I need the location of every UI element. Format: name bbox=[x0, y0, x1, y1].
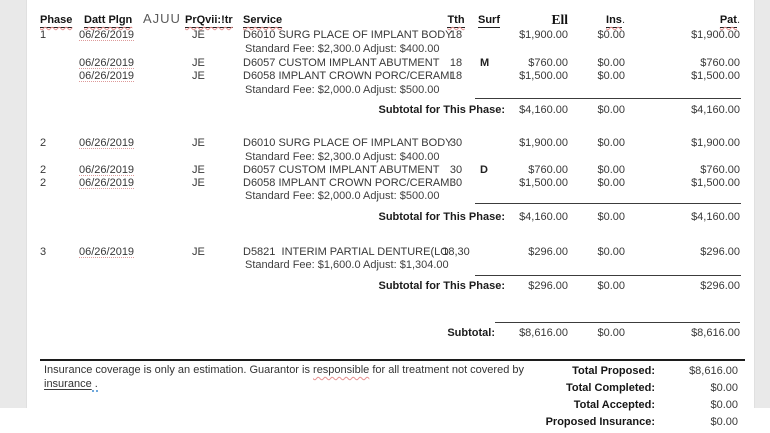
patient-cell: $760.00 bbox=[700, 164, 740, 176]
phase-cell: 2 bbox=[40, 177, 47, 189]
service-cell: D6058 IMPLANT CROWN PORC/CERAMI bbox=[243, 70, 453, 82]
provider-cell: JE bbox=[192, 29, 205, 41]
column-header-surface: Surf bbox=[478, 14, 500, 26]
table-header bbox=[0, 11, 770, 28]
tooth-cell: 18 bbox=[449, 57, 463, 69]
table-row bbox=[0, 137, 770, 150]
phase-cell: 1 bbox=[40, 29, 47, 41]
insurance-cell: $0.00 bbox=[597, 57, 625, 69]
total-accepted-label: Total Accepted: bbox=[573, 399, 655, 411]
total-proposed-label: Total Proposed: bbox=[572, 365, 655, 377]
total-completed-label: Total Completed: bbox=[565, 382, 655, 394]
patient-cell: $1,900.00 bbox=[691, 29, 740, 41]
insurance-cell: $0.00 bbox=[597, 164, 625, 176]
fee-note-row bbox=[0, 84, 770, 97]
column-header-ajuu: AJUU bbox=[143, 11, 181, 26]
table-row bbox=[0, 177, 770, 190]
subtotal-label: Subtotal for This Phase: bbox=[378, 104, 505, 116]
total-accepted-value: $0.00 bbox=[710, 399, 738, 411]
column-header-patient: Pat bbox=[719, 14, 737, 26]
subtotal-divider bbox=[475, 275, 741, 276]
disclaimer-text: Insurance coverage is only an estimation. Guarantor is bbox=[44, 364, 314, 376]
table-row bbox=[0, 246, 770, 259]
provider-cell: JE bbox=[192, 70, 205, 82]
subtotal-insurance: $0.00 bbox=[597, 104, 625, 116]
grand-subtotal-insurance: $0.00 bbox=[597, 327, 625, 339]
phase-subtotal-row bbox=[0, 280, 770, 293]
total-row bbox=[0, 365, 770, 378]
date-cell: 06/26/2019 bbox=[79, 177, 135, 189]
table-row bbox=[0, 57, 770, 70]
subtotal-patient: $4,160.00 bbox=[691, 104, 740, 116]
provider-cell: JE bbox=[192, 177, 205, 189]
service-cell: D6058 IMPLANT CROWN PORC/CERAMI bbox=[243, 177, 453, 189]
tooth-cell: 30 bbox=[449, 137, 463, 149]
insurance-header-period: . bbox=[621, 14, 625, 26]
column-header-fee: Ell bbox=[551, 12, 568, 27]
column-header-service: Service bbox=[243, 14, 283, 26]
total-row bbox=[0, 399, 770, 412]
phase-cell: 2 bbox=[40, 164, 47, 176]
insurance-link-tail: . bbox=[91, 378, 98, 390]
subtotal-divider bbox=[475, 98, 741, 99]
phase-cell: 3 bbox=[40, 246, 47, 258]
patient-cell: $296.00 bbox=[700, 246, 740, 258]
subtotal-fee: $4,160.00 bbox=[519, 104, 568, 116]
subtotal-insurance: $0.00 bbox=[597, 211, 625, 223]
total-proposed-value: $8,616.00 bbox=[689, 365, 738, 377]
insurance-cell: $0.00 bbox=[597, 177, 625, 189]
subtotal-label: Subtotal for This Phase: bbox=[378, 211, 505, 223]
proposed-insurance-value: $0.00 bbox=[710, 416, 738, 428]
patient-cell: $760.00 bbox=[700, 57, 740, 69]
subtotal-fee: $4,160.00 bbox=[519, 211, 568, 223]
grand-subtotal-divider bbox=[495, 322, 740, 323]
fee-cell: $1,900.00 bbox=[519, 137, 568, 149]
subtotal-patient: $4,160.00 bbox=[691, 211, 740, 223]
standard-fee-note: Standard Fee: $2,300.0 Adjust: $400.00 bbox=[245, 151, 440, 163]
proposed-insurance-label: Proposed Insurance: bbox=[545, 416, 655, 428]
fee-note-row bbox=[0, 43, 770, 56]
standard-fee-note: Standard Fee: $2,300.0 Adjust: $400.00 bbox=[245, 43, 440, 55]
disclaimer-misspelled-word: responsible bbox=[313, 364, 370, 376]
service-cell: D6057 CUSTOM IMPLANT ABUTMENT bbox=[243, 57, 440, 69]
date-cell: 06/26/2019 bbox=[79, 246, 135, 258]
fee-cell: $1,900.00 bbox=[519, 29, 568, 41]
service-cell: D6010 SURG PLACE OF IMPLANT BODY bbox=[243, 29, 453, 41]
fee-cell: $296.00 bbox=[528, 246, 568, 258]
tooth-cell: 18,30 bbox=[442, 246, 470, 258]
date-cell: 06/26/2019 bbox=[79, 164, 135, 176]
fee-note-row bbox=[0, 259, 770, 272]
subtotal-label: Subtotal for This Phase: bbox=[378, 280, 505, 292]
patient-cell: $1,900.00 bbox=[691, 137, 740, 149]
total-completed-value: $0.00 bbox=[710, 382, 738, 394]
fee-cell: $1,500.00 bbox=[519, 177, 568, 189]
table-row bbox=[0, 29, 770, 42]
insurance-cell: $0.00 bbox=[597, 70, 625, 82]
fee-cell: $760.00 bbox=[528, 57, 568, 69]
tooth-cell: 30 bbox=[449, 177, 463, 189]
phase-cell: 2 bbox=[40, 137, 47, 149]
insurance-cell: $0.00 bbox=[597, 137, 625, 149]
column-header-phase: Phase bbox=[40, 14, 73, 26]
table-row bbox=[0, 164, 770, 177]
provider-cell: JE bbox=[192, 137, 205, 149]
column-header-insurance: Ins bbox=[606, 14, 622, 26]
phase-subtotal-row bbox=[0, 104, 770, 117]
surface-cell: D bbox=[480, 164, 488, 176]
insurance-cell: $0.00 bbox=[597, 246, 625, 258]
footer-divider bbox=[40, 359, 745, 361]
column-header-provider: PrQvii:!tr bbox=[185, 14, 233, 26]
column-header-date: Datt Plgn bbox=[84, 14, 133, 26]
service-cell: D6010 SURG PLACE OF IMPLANT BODY bbox=[243, 137, 453, 149]
subtotal-fee: $296.00 bbox=[528, 280, 568, 292]
date-cell: 06/26/2019 bbox=[79, 137, 135, 149]
grand-subtotal-patient: $8,616.00 bbox=[691, 327, 740, 339]
insurance-cell: $0.00 bbox=[597, 29, 625, 41]
tooth-cell: 30 bbox=[449, 164, 463, 176]
patient-cell: $1,500.00 bbox=[691, 70, 740, 82]
tooth-cell: 18 bbox=[449, 29, 463, 41]
total-row bbox=[0, 382, 770, 395]
fee-note-row bbox=[0, 190, 770, 203]
grand-subtotal-fee: $8,616.00 bbox=[519, 327, 568, 339]
standard-fee-note: Standard Fee: $1,600.0 Adjust: $1,304.00 bbox=[245, 259, 449, 271]
fee-cell: $1,500.00 bbox=[519, 70, 568, 82]
fee-note-row bbox=[0, 151, 770, 164]
service-cell: D5821 INTERIM PARTIAL DENTURE(LO bbox=[243, 246, 449, 258]
date-cell: 06/26/2019 bbox=[79, 29, 135, 41]
provider-cell: JE bbox=[192, 57, 205, 69]
insurance-link[interactable]: insurance bbox=[44, 378, 92, 390]
standard-fee-note: Standard Fee: $2,000.0 Adjust: $500.00 bbox=[245, 190, 440, 202]
disclaimer-text: for all treatment not covered by bbox=[369, 364, 524, 376]
table-row bbox=[0, 70, 770, 83]
subtotal-insurance: $0.00 bbox=[597, 280, 625, 292]
standard-fee-note: Standard Fee: $2,000.0 Adjust: $500.00 bbox=[245, 84, 440, 96]
date-cell: 06/26/2019 bbox=[79, 57, 135, 69]
service-cell: D6057 CUSTOM IMPLANT ABUTMENT bbox=[243, 164, 440, 176]
subtotal-patient: $296.00 bbox=[700, 280, 740, 292]
tooth-cell: 18 bbox=[449, 70, 463, 82]
fee-cell: $760.00 bbox=[528, 164, 568, 176]
grand-subtotal-row bbox=[0, 327, 770, 340]
date-cell: 06/26/2019 bbox=[79, 70, 135, 82]
patient-header-period: . bbox=[736, 14, 740, 26]
grand-subtotal-label: Subtotal: bbox=[447, 327, 495, 339]
provider-cell: JE bbox=[192, 164, 205, 176]
column-header-tooth: Tth bbox=[447, 14, 465, 26]
provider-cell: JE bbox=[192, 246, 205, 258]
surface-cell: M bbox=[480, 57, 490, 69]
phase-subtotal-row bbox=[0, 211, 770, 224]
subtotal-divider bbox=[475, 203, 741, 204]
total-row bbox=[0, 416, 770, 429]
patient-cell: $1,500.00 bbox=[691, 177, 740, 189]
